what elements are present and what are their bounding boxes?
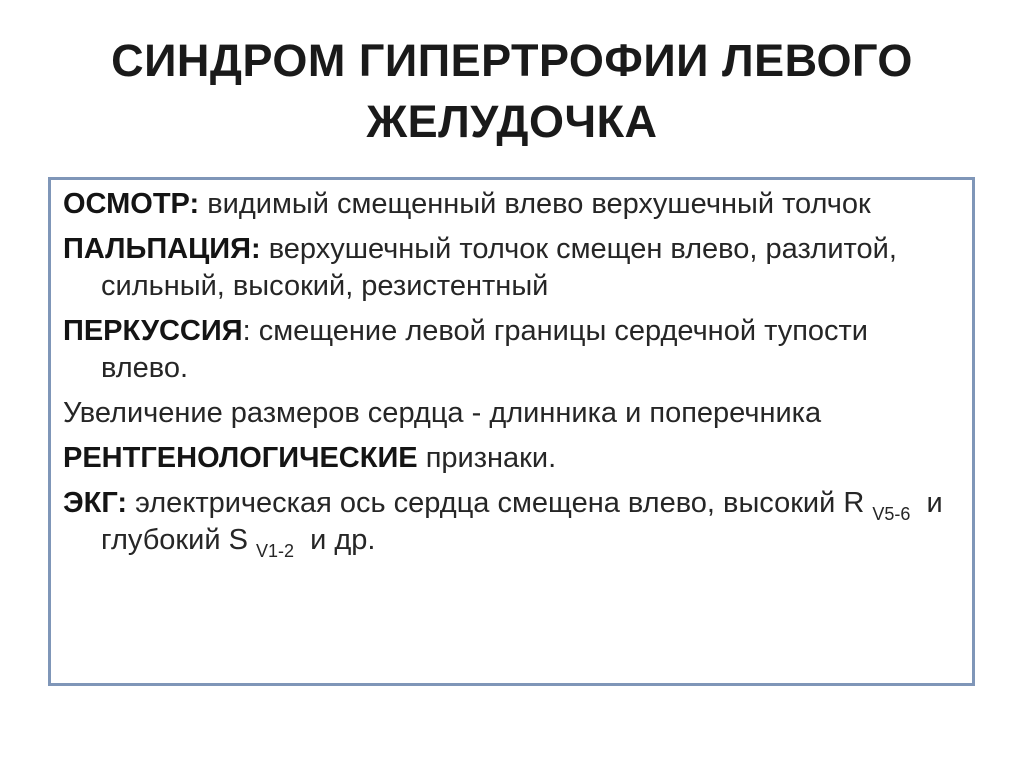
slide-title-line2: ЖЕЛУДОЧКА (366, 96, 658, 147)
item-inspection (63, 186, 962, 223)
item-text: видимый смещенный влево верхушечный толчок (199, 188, 871, 220)
item-palpation (63, 231, 962, 305)
item-radiology (63, 440, 962, 477)
item-label: РЕНТГЕНОЛОГИЧЕСКИЕ (63, 442, 418, 474)
item-text: и др. (294, 524, 376, 556)
subscript-r-leads: V5-6 (872, 504, 911, 524)
item-text: электрическая ось сердца смещена влево, высокий R (127, 487, 873, 519)
item-label: ПАЛЬПАЦИЯ: (63, 233, 261, 265)
item-text: признаки. (417, 442, 557, 474)
item-heart-size (63, 395, 962, 432)
item-text: : смещение левой границы сердечной тупости влево. (101, 315, 869, 384)
item-text: Увеличение размеров сердца - длинника и поперечника (63, 397, 822, 429)
content-box (48, 177, 975, 686)
item-text: верхушечный толчок смещен влево, разлитой, сильный, высокий, резистентный (101, 233, 897, 302)
subscript-s-leads: V1-2 (255, 541, 294, 561)
item-percussion (63, 313, 962, 387)
item-text: и глубокий S (101, 487, 951, 556)
item-label: ЭКГ: (63, 487, 128, 519)
item-label: ПЕРКУССИЯ (63, 315, 243, 347)
slide-title (40, 30, 984, 152)
item-ecg (63, 485, 962, 559)
item-label: ОСМОТР: (63, 188, 200, 220)
slide-title-line1: СИНДРОМ ГИПЕРТРОФИИ ЛЕВОГО (111, 35, 913, 86)
